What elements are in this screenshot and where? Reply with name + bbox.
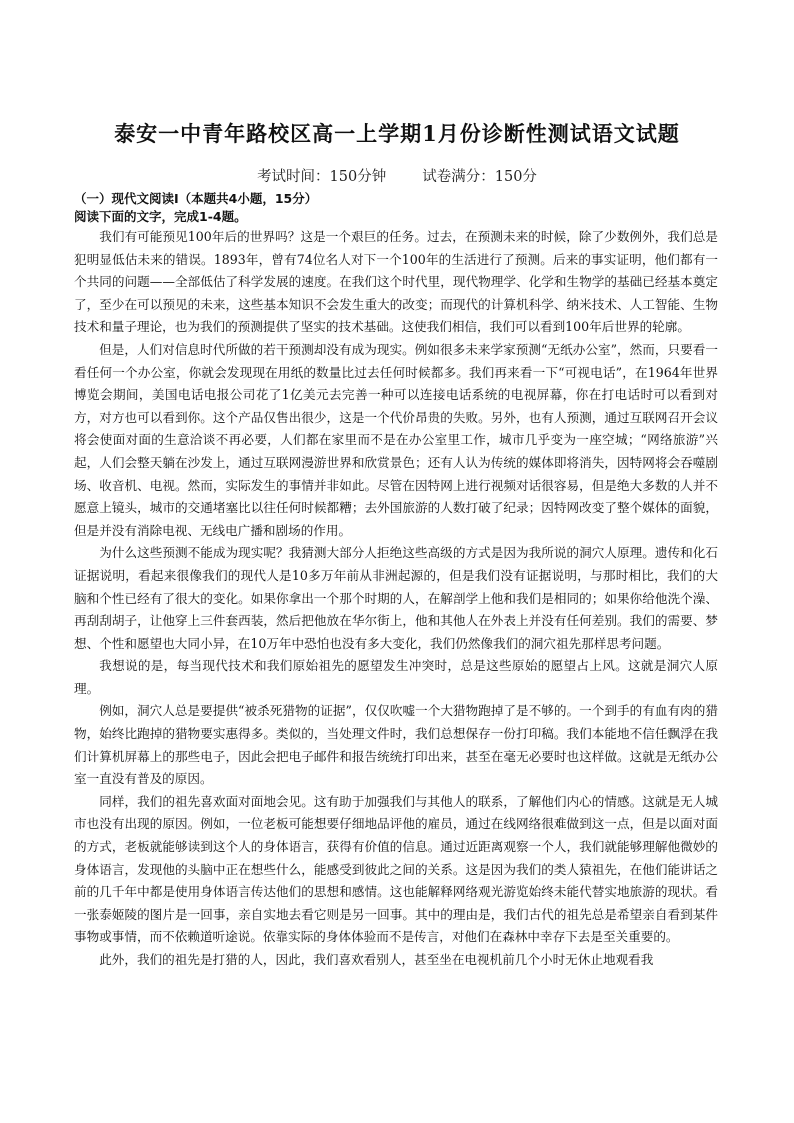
passage-paragraph: 为什么这些预测不能成为现实呢？我猜测大部分人拒绝这些高级的方式是因为我所说的洞穴人原理。遗传和化石证据说明，看起来很像我们的现代人是10多万年前从非洲起源的，但是我们没有证据说明，与那时相比，我们的大脑和个性已经有了很大的变化。如果你拿出一个那个时期的人，在解剖学上他和我们是相同的；如果你给他洗个澡、再刮刮胡子，让他穿上三件套西装，然后把他放在华尔街上，他和其他人在外表上并没有任何差别。我们的需要、梦想、个性和愿望也大同小异，在10万年中恐怕也没有多大变化，我们仍然像我们的洞穴祖先那样思考问题。 <box>74 545 718 651</box>
passage-paragraph: 我们有可能预见100年后的世界吗？这是一个艰巨的任务。过去，在预测未来的时候，除了少数例外，我们总是犯明显低估未来的错误。1893年，曾有74位名人对下一个100年的生活进行了预测。后来的事实证明，他们都有一个共同的问题——全部低估了科学发展的速度。在我们这个时代里，现代物理学、化学和生物学的基础已经基本奠定了，至少在可以预见的未来，这些基本知识不会发生重大的改变；而现代的计算机科学、纳米技术、人工智能、生物技术和量子理论，也为我们的预测提供了坚实的技术基础。这使我们相信，我们可以看到100年后世界的轮廓。 <box>74 229 718 335</box>
passage-paragraph: 但是，人们对信息时代所做的若干预测却没有成为现实。例如很多未来学家预测“无纸办公室”，然而，只要看一看任何一个办公室，你就会发现现在用纸的数量比过去任何时候都多。我们再来看一下“可视电话”，在1964年世界博览会期间，美国电话电报公司花了1亿美元去完善一种可以连接电话系统的电视屏幕，你在打电话时可以看到对方，对方也可以看到你。这个产品仅售出很少，这是一个代价昂贵的失败。另外，也有人预测，通过互联网召开会议将会使面对面的生意洽谈不再必要，人们都在家里而不是在办公室里工作，城市几乎变为一座空城；“网络旅游”兴起，人们会整天躺在沙发上，通过互联网漫游世界和欣赏景色；还有人认为传统的媒体即将消失，因特网将会吞噬剧场、收音机、电视。然而，实际发生的事情并非如此。尽管在因特网上进行视频对话很容易，但是绝大多数的人并不愿意上镜头，城市的交通堵塞比以往任何时候都糟；去外国旅游的人数打破了纪录；因特网改变了整个媒体的面貌，但是并没有消除电视、无线电广播和剧场的作用。 <box>74 341 718 538</box>
passage-paragraph: 我想说的是，每当现代技术和我们原始祖先的愿望发生冲突时，总是这些原始的愿望占上风。这就是洞穴人原理。 <box>74 658 718 696</box>
exam-title: 泰安一中青年路校区高一上学期1月份诊断性测试语文试题 <box>114 121 680 146</box>
section-heading: （一）现代文阅读Ⅰ（本题共4小题，15分） <box>74 191 318 206</box>
reading-instruction: 阅读下面的文字，完成1-4题。 <box>74 209 247 224</box>
passage-paragraph: 此外，我们的祖先是打猎的人，因此，我们喜欢看别人，甚至坐在电视机前几个小时无休止地观看我 <box>99 952 654 967</box>
passage-paragraph: 同样，我们的祖先喜欢面对面地会见。这有助于加强我们与其他人的联系，了解他们内心的情感。这就是无人城市也没有出现的原因。例如，一位老板可能想要仔细地品评他的雇员，通过在线网络很难做到这一点，但是以面对面的方式，老板就能够读到这个人的身体语言，获得有价值的信息。通过近距离观察一个人，我们就能够理解他微妙的身体语言，发现他的头脑中正在想些什么，能感受到彼此之间的关系。这是因为我们的类人猿祖先，在他们能讲话之前的几千年中都是使用身体语言传达他们的思想和感情。这也能解释网络观光游览始终未能代替实地旅游的现状。看一张泰姬陵的图片是一回事，亲自实地去看它则是另一回事。其中的理由是，我们古代的祖先总是希望亲自看到某件事物或事情，而不依赖道听途说。依靠实际的身体体验而不是传言，对他们在森林中幸存下去是至关重要的。 <box>74 793 718 945</box>
exam-info <box>0 165 794 186</box>
exam-score: 试卷满分：150分 <box>422 169 537 185</box>
exam-time: 考试时间：150分钟 <box>257 169 387 185</box>
passage-paragraph: 例如，洞穴人总是要提供“被杀死猎物的证据”，仅仅吹嘘一个大猎物跑掉了是不够的。一个到手的有血有肉的猎物，始终比跑掉的猎物要实惠得多。类似的，当处理文件时，我们总想保存一份打印稿。我们本能地不信任飘浮在我们计算机屏幕上的那些电子，因此会把电子邮件和报告统统打印出来，甚至在毫无必要时也这样做。这就是无纸办公室一直没有普及的原因。 <box>74 703 718 787</box>
reading-passage <box>74 226 718 972</box>
